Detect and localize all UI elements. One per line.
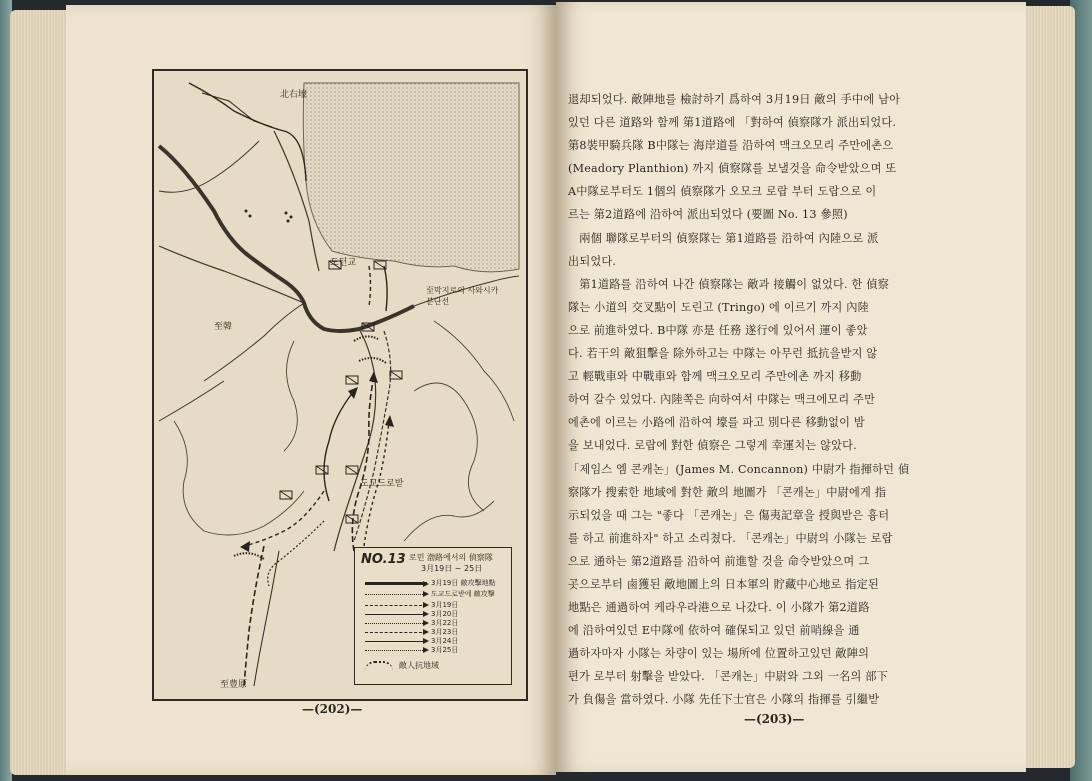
text-line: A中隊로부터도 1個의 偵察隊가 오모크 로랍 부터 도랍으로 이 [568,185,877,199]
legend-entry: 3月20日 [365,609,458,619]
pier [202,93,272,127]
text-line: 있던 다른 道路와 함께 第1道路에 「對하여 偵察隊가 派出되었다. [568,116,897,130]
village-dots [245,210,293,223]
page-number-left: —(202)— [302,702,363,716]
text-line: 出되었다. [568,254,617,268]
text-line: 을 보내었다. 로랍에 對한 偵察은 그렇게 幸運치는 않았다. [568,439,857,453]
book-page-edges-left [10,10,70,775]
legend-entry: 3月23日 [365,627,458,637]
text-line: 隊는 小道의 交叉點이 도린고 (Tringo) 에 이르기 까지 內陸 [568,300,870,314]
text-line: 으로 前進하였다. B中隊 亦是 任務 遂行에 있어서 運이 좋았 [568,323,868,337]
text-line: 退却되었다. 敵陣地를 檢討하기 爲하여 3月19日 敵의 手中에 남아 [568,93,901,106]
stream-5 [434,321,514,421]
map-legend [354,547,512,685]
legend-number: NO.13 [361,552,406,567]
text-line: 고 輕戰車와 中戰車와 함께 맥크오모리 주만에촌 까지 移動 [568,370,862,384]
stream-3 [414,383,484,511]
page-number-right: —(203)— [744,712,805,726]
advance-arrow-6 [369,266,371,306]
text-line: 가 負傷을 當하였다. 小隊 先任下士官은 小隊의 指揮를 引繼받 [568,693,880,707]
south-road-2 [254,551,279,686]
text-line: 하여 갈수 있었다. 內陸쪽은 向하여서 中隊는 맥크에모리 주만 [568,393,876,407]
road-7 [159,381,224,421]
advance-arrow-7 [384,266,387,311]
text-line: 示되었을 때 그는 "좋다 「콘캐논」은 傷夷記章을 授與받은 흉터 [568,508,890,522]
stream-4 [404,501,494,541]
map-label-bridge: 도교드로받 [360,479,404,489]
text-line: 第8裝甲騎兵隊 B中隊는 海岸道를 沿하여 맥크오모리 주만에촌으 [568,139,894,153]
text-line: 地點은 通過하여 케라우라港으로 나갔다. 이 小隊가 第2道路 [568,601,870,615]
text-line: 에 沿하여있던 E中隊에 依하여 確保되고 있던 前哨線을 通 [568,624,860,638]
resistance-arc-1 [354,336,378,341]
legend-entry: 3月25日 [365,645,458,655]
legend-dates: 3月19日 ~ 25日 [421,564,483,573]
road-1 [159,246,304,303]
stream-2 [284,341,297,451]
legend-entry: 3月19日 敵攻擊地點 [365,578,496,588]
advance-arrow-5 [268,521,324,586]
resistance-arc-3 [234,553,264,559]
advance-arrow-3 [324,391,354,501]
legend-entry: 도교드로받에 敵攻撃 [365,589,495,599]
road-2 [159,141,259,192]
text-line: 곳으로부터 鹵獲된 敵地圖上의 日本軍의 貯藏中心地로 指定된 [568,577,880,591]
left-page [66,5,556,775]
road-6 [204,303,304,381]
map-figure [152,69,528,701]
legend-entry: 3月19日 [365,600,458,610]
text-line: 다. 若干의 敵狙擊을 除外하고는 中隊는 아무런 抵抗을받지 않 [568,347,878,361]
text-line: 第1道路를 沿하여 나간 偵察隊는 敵과 接觸이 없었다. 한 偵察 [579,277,890,291]
text-line: 過하자마자 小隊는 차량이 있는 場所에 位置하고있던 敵陣의 [568,647,870,661]
map-label-crossing: 도턴교 [330,258,357,268]
book-page-edges-right [1020,6,1075,768]
text-line: 兩個 聯隊로부터의 偵察隊는 第1道路를 沿하여 內陸으로 派 [579,231,879,245]
legend-title: 로민 渤路에서의 偵察隊 [409,553,493,562]
map-label-side-road: 至막지로의 사와시카 분단선 [426,286,499,306]
body-text [568,88,988,712]
sea-area [303,83,519,272]
text-line: 察隊가 搜索한 地域에 對한 敵의 地圖가 「콘캐논」中尉에게 指 [568,485,887,499]
map-label-river: 至韓 [214,322,233,332]
map-label-sea: 北右壕 [280,90,308,100]
text-line: 「제임스 엠 콘캐논」(James M. Concannon) 中尉가 指揮하던 偵 [568,462,910,476]
stream-1 [174,421,304,535]
text-line: 에촌에 이르는 小路에 沿하여 壕를 파고 別다른 移動없이 밤 [568,416,865,430]
text-line: 편가 로부터 射擊을 받았다. 「콘캐논」中尉와 그외 一名의 部下 [568,670,889,684]
text-line: 를 하고 前進하자" 하고 소리쳤다. 「콘캐논」中尉의 小隊는 로랍 [568,531,893,545]
legend-entry: 3月22日 [365,618,458,628]
text-line: 르는 第2道路에 沿하여 派出되었다 (要圖 No. 13 參照) [568,208,848,222]
map-label-bottom: 至豊原 [220,680,248,690]
advance-arrow-1 [352,376,374,551]
text-line: 으로 通하는 第2道路를 沿하여 前進할 것을 命令받았으며 그 [568,554,870,568]
text-line: (Meadory Planthion) 까지 偵察隊를 보낼것을 命令받았으며 또 [568,162,897,176]
legend-entry: 3月24日 [365,636,458,646]
south-road [244,546,264,686]
legend-entry: 敵人抗地域 [365,660,439,671]
